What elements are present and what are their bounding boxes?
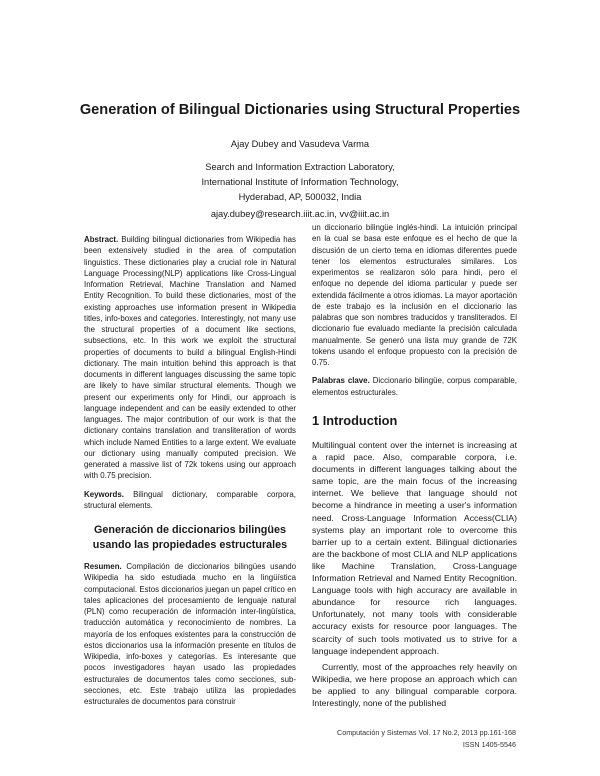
intro-paragraph: Currently, most of the approaches rely heavily on Wikipedia, we here propose an approach which can be applied to any bilingual comparable corpora. Interestingly, none of the published [312,661,517,708]
spanish-title [84,523,296,552]
abstract-label: Abstract. [84,235,119,244]
spanish-title-line: usando las propiedades estructurales [92,538,288,551]
palabras-text: Diccionario bilingüe, corpus comparable, elementos estructurales. [312,376,518,397]
palabras-label: Palabras clave. [312,376,370,386]
intro-paragraph: Multilingual content over the internet is increasing at a rapid pace. Also, comparable corpora, i.e. documents in different languages talking about the same topic, are the main focus of the increasing internet. We believe that language should not become a hindrance in meeting a user's information need. Cross-Language Information Access(CLIA) systems play an important role to overcome this barrier up to a certain extent. Bilingual dictionaries are the backbone of most CLIA and NLP applications like Machine Translation, Cross-Language Information Retrieval and Named Entity Recognition. Language tools with high accuracy are available in abundance for resource rich languages. Unfortunately, not many tools with considerable accuracy exists for resource poor languages. The scarcity of such tools motivated us to strive for a language independent approach. [312,440,517,656]
palabras-paragraph [312,375,517,398]
section-title: Introduction [322,412,398,428]
spanish-title-line: Generación de diccionarios bilingües [94,524,286,536]
resumen-continued: un diccionario bilingüe inglés-hindi. La intuición principal en la cual se basa este enfoque es el hecho de que la discusión de un cierto tema en idiomas diferentes puede tener los elementos estructurales similares. Los experimentos se realizaron sólo para hindi, pero el enfoque no depende del idioma particular y puede ser extendida fácilmente a otros idiomas. La mayor aportación de este trabajo es la inclusión en el diccionario las palabras que son nombres traducidos y transliterados. El diccionario fue evaluado mediante la precisión calculada manualmente. Se generó una lista muy grande de 72K tokens usando el enfoque propuesto con la precisión de 0.75. [312,223,517,367]
abstract-text: Building bilingual dictionaries from Wikipedia has been extensively studied in the area of computation linguistics. These dictionaries play a crucial role in Natural Language Processing(NLP) applications like Cross-Lingual Information Retrieval, Machine Translation and Named Entity Recognition. To build these dictionaries, most of the existing approaches use information present in Wikipedia titles, info-boxes and categories. Interestingly, not many use the structural properties of a document like sections, subsections, etc. In this work we exploit the structural properties of documents to build a bilingual English-Hindi dictionary. The main intuition behind this approach is that documents in different languages discussing the same topic are likely to have similar structural elements. Though we present our experiments only for Hindi, our approach is language independent and can be easily extended to other languages. The major contribution of our work is that the dictionary contains translation and transliteration of words which include Named Entities to a large extent. We evaluate our dictionary using manually computed precision. We generated a massive list of 72k tokens using our approach with 0.75 precision. [84,235,296,481]
affiliation-line: Search and Information Extraction Laboratory, [205,162,395,172]
left-column [84,234,296,707]
resumen-paragraph [84,561,296,707]
author-emails: ajay.dubey@research.iiit.ac.in, vv@iiit.ac.in [210,209,390,219]
section-heading-introduction [312,412,517,428]
keywords-text: Bilingual dictionary, comparable corpora, structural elements. [84,489,296,510]
affiliation-line: International Institute of Information Technology, [201,177,399,188]
right-column [312,222,517,709]
affiliation [0,160,600,206]
authors: Ajay Dubey and Vasudeva Varma [230,139,370,149]
footer-journal: Computación y Sistemas Vol. 17 No.2, 2013 pp.161-168 [337,728,516,737]
affiliation-line: Hyderabad, AP, 500032, India [238,192,362,203]
abstract-paragraph [84,234,296,482]
section-number: 1 [312,412,320,428]
keywords-label: Keywords. [84,489,124,499]
resumen-label: Resumen. [84,562,122,571]
paper-title: Generation of Bilingual Dictionaries using Structural Properties [79,102,521,118]
keywords-paragraph [84,489,296,512]
resumen-text: Compilación de diccionarios bilingües usando Wikipedia ha sido estudiada mucho en la lingüística computacional. Estos diccionarios juegan un papel crítico en tales aplicaciones del procesamiento de lenguaje natural (PLN) como recuperación de información inter-lingüística, traducción automática y reconocimiento de nombres. La mayoría de los enfoques existentes para la construcción de estos diccionarios usa la información presente en títulos de Wikipedia, info-boxes y categorías. Es interesante que pocos investigadores hayan usado las propiedades estructurales de documentos tales como secciones, sub-secciones, etc. Este trabajo utiliza las propiedades estructurales de documentos para construir [84,562,296,706]
footer-issn: ISSN 1405-5546 [462,740,516,749]
